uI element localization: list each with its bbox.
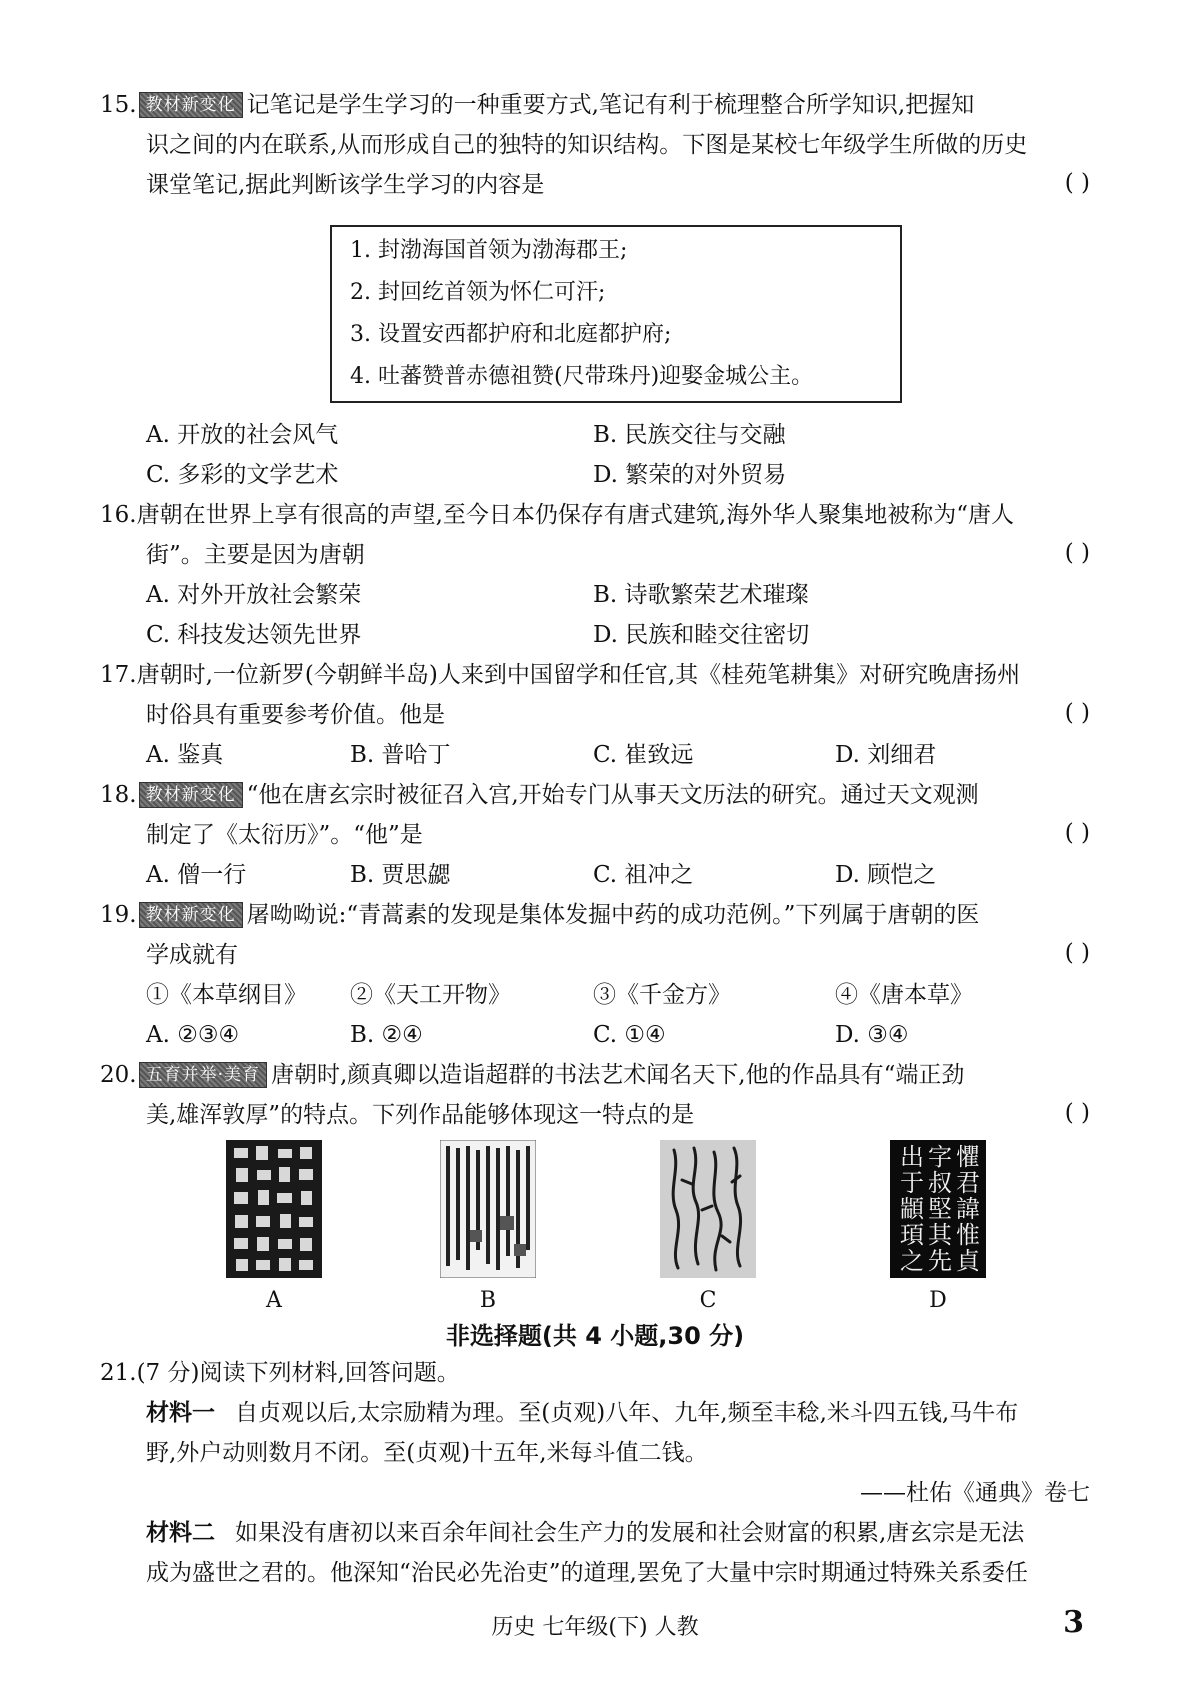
option-c: C. ①④ [593, 1022, 666, 1048]
glyph: 出 [900, 1143, 924, 1171]
option-b: B. 诗歌繁荣艺术璀璨 [593, 582, 809, 608]
material-label: 材料一 [146, 1400, 215, 1426]
tag-badge: 教材新变化 [139, 902, 243, 928]
q17-text-line1: 唐朝时,一位新罗(今朝鲜半岛)人来到中国留学和任官,其《桂苑笔耕集》对研究晚唐扬州 [136, 662, 1021, 688]
option-d: D. 民族和睦交往密切 [593, 622, 810, 648]
note-item: 3. 设置安西都护府和北庭都护府; [350, 322, 672, 347]
answer-blank: ( ) [1064, 1100, 1090, 1126]
q15-text-line2: 识之间的内在联系,从而形成自己的独特的知识结构。下图是某校七年级学生所做的历史 [146, 132, 1028, 158]
q18-text-line1: “他在唐玄宗时被征召入宫,开始专门从事天文历法的研究。通过天文观测 [246, 782, 979, 808]
q18-text-line2: 制定了《太衍历》”。“他”是 [146, 822, 423, 848]
option-a: A. 僧一行 [146, 862, 247, 888]
q20-line1 [100, 1058, 964, 1092]
list-item: ②《天工开物》 [350, 982, 511, 1008]
option-d: D. ③④ [835, 1022, 909, 1048]
glyph: 先 [928, 1247, 952, 1275]
option-c: C. 崔致远 [593, 742, 694, 768]
note-item: 1. 封渤海国首领为渤海郡王; [350, 238, 628, 263]
answer-blank: ( ) [1064, 170, 1090, 196]
option-c: C. 多彩的文学艺术 [146, 462, 339, 488]
option-a: A. 开放的社会风气 [146, 422, 339, 448]
material-one-line2: 野,外户动则数月不闭。至(贞观)十五年,米每斗值二钱。 [146, 1440, 708, 1466]
glyph: 頊 [900, 1221, 924, 1249]
option-b: B. 普哈丁 [350, 742, 451, 768]
q15-text-line1: 记笔记是学生学习的一种重要方式,笔记有利于梳理整合所学知识,把握知 [246, 92, 975, 118]
material-source: ——杜佑《通典》卷七 [860, 1480, 1090, 1506]
q15-text-line3: 课堂笔记,据此判断该学生学习的内容是 [146, 172, 545, 198]
list-item: ④《唐本草》 [835, 982, 973, 1008]
note-item: 2. 封回纥首领为怀仁可汗; [350, 280, 606, 305]
material-two-line2: 成为盛世之君的。他深知“治民必先治吏”的道理,罢免了大量中宗时期通过特殊关系委任 [146, 1560, 1028, 1586]
answer-blank: ( ) [1064, 940, 1090, 966]
q18-line1 [100, 778, 979, 812]
material-text: 自贞观以后,太宗励精为理。至(贞观)八年、九年,频至丰稔,米斗四五钱,马牛布 [235, 1400, 1019, 1426]
answer-blank: ( ) [1064, 540, 1090, 566]
class-notes-box [330, 225, 902, 403]
answer-blank: ( ) [1064, 700, 1090, 726]
q20-text-line1: 唐朝时,颜真卿以造诣超群的书法艺术闻名天下,他的作品具有“端正劲 [270, 1062, 965, 1088]
image-label: D [929, 1288, 947, 1313]
question-number: 18. [100, 782, 137, 808]
option-b: B. 贾思勰 [350, 862, 451, 888]
glyph: 惟 [956, 1221, 980, 1249]
material-one-line1 [146, 1396, 1018, 1430]
option-d: D. 顾恺之 [835, 862, 937, 888]
q16-text-line2: 街”。主要是因为唐朝 [146, 542, 365, 568]
q19-text-line2: 学成就有 [146, 942, 238, 968]
material-text: 如果没有唐初以来百余年间社会生产力的发展和社会财富的积累,唐玄宗是无法 [235, 1520, 1025, 1546]
tag-badge: 教材新变化 [139, 782, 243, 808]
q21-text-line1: (7 分)阅读下列材料,回答问题。 [136, 1360, 460, 1386]
list-item: ①《本草纲目》 [146, 982, 307, 1008]
glyph: 于 [900, 1169, 924, 1197]
q19-text-line1: 屠呦呦说:“青蒿素的发现是集体发掘中药的成功范例。”下列属于唐朝的医 [246, 902, 980, 928]
glyph: 叔 [928, 1169, 952, 1197]
glyph: 字 [928, 1143, 952, 1171]
q16-text-line1: 唐朝在世界上享有很高的声望,至今日本仍保存有唐式建筑,海外华人聚集地被称为“唐人 [136, 502, 1014, 528]
glyph: 顓 [900, 1195, 924, 1223]
calligraphy-manuscript-b [440, 1140, 536, 1278]
q15-line1 [100, 88, 974, 122]
q20-text-line2: 美,雄浑敦厚”的特点。下列作品能够体现这一特点的是 [146, 1102, 695, 1128]
option-d: D. 繁荣的对外贸易 [593, 462, 787, 488]
option-a: A. 对外开放社会繁荣 [146, 582, 362, 608]
option-c: C. 祖冲之 [593, 862, 694, 888]
option-c: C. 科技发达领先世界 [146, 622, 362, 648]
question-number: 16. [100, 502, 137, 528]
answer-blank: ( ) [1064, 820, 1090, 846]
note-item: 4. 吐蕃赞普赤德祖赞(尺带珠丹)迎娶金城公主。 [350, 364, 814, 389]
calligraphy-yan-d [890, 1140, 986, 1278]
list-item: ③《千金方》 [593, 982, 731, 1008]
image-label: B [479, 1288, 497, 1313]
tag-badge: 五育并举·美育 [139, 1062, 267, 1088]
q17-text-line2: 时俗具有重要参考价值。他是 [146, 702, 445, 728]
page-number: 3 [1063, 1605, 1084, 1640]
material-two-line1 [146, 1516, 1024, 1550]
question-number: 15. [100, 92, 137, 118]
tag-badge: 教材新变化 [139, 92, 243, 118]
glyph: 諱 [956, 1195, 980, 1223]
calligraphy-rubbing-a [226, 1140, 322, 1278]
q17-line1 [100, 658, 1020, 692]
image-label: A [266, 1288, 282, 1313]
question-number: 17. [100, 662, 137, 688]
question-number: 19. [100, 902, 137, 928]
option-a: A. 鉴真 [146, 742, 224, 768]
material-label: 材料二 [146, 1520, 215, 1546]
glyph: 堅 [928, 1195, 952, 1223]
option-b: B. ②④ [350, 1022, 423, 1048]
option-a: A. ②③④ [146, 1022, 240, 1048]
option-b: B. 民族交往与交融 [593, 422, 786, 448]
question-number: 21. [100, 1360, 137, 1386]
option-d: D. 刘细君 [835, 742, 937, 768]
glyph: 懼 [956, 1143, 980, 1171]
section-title: 非选择题(共 4 小题,30 分) [445, 1322, 745, 1350]
q21-line1 [100, 1356, 460, 1390]
calligraphy-cursive-c [660, 1140, 756, 1278]
question-number: 20. [100, 1062, 137, 1088]
q16-line1 [100, 498, 1014, 532]
glyph: 君 [956, 1169, 980, 1197]
page-footer: 历史 七年级(下) 人教 [491, 1615, 699, 1640]
image-label: C [699, 1288, 717, 1313]
q19-line1 [100, 898, 979, 932]
glyph: 之 [900, 1247, 924, 1275]
glyph: 其 [928, 1221, 952, 1249]
glyph: 貞 [956, 1247, 980, 1275]
